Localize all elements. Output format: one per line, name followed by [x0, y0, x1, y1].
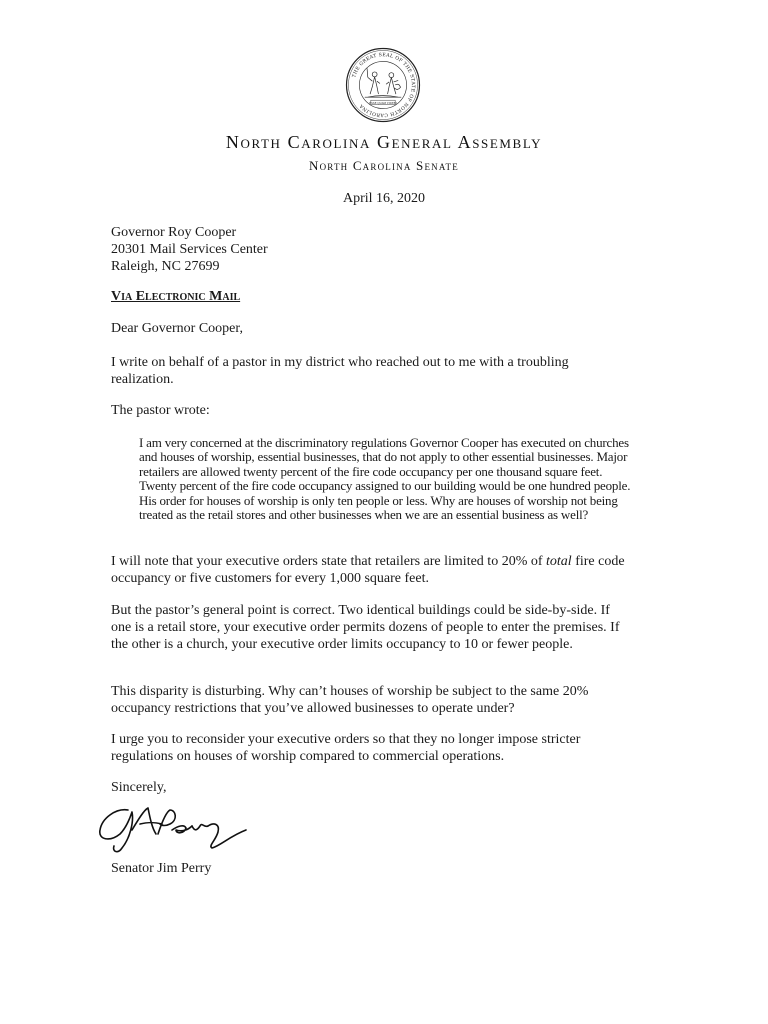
letterhead-subtitle: North Carolina Senate: [309, 158, 459, 173]
paragraph-intro: I write on behalf of a pastor in my district who reached out to me with a troubling realization.: [111, 355, 569, 387]
handwritten-signature-icon: [96, 800, 256, 860]
seal-motto: ESSE QUAM VIDERI: [369, 101, 397, 105]
svg-text:THE GREAT SEAL OF THE STATE OF: [351, 52, 416, 118]
recipient-address-line1: 20301 Mail Services Center: [111, 242, 268, 257]
closing: Sincerely,: [111, 780, 167, 795]
note-italic: total: [546, 554, 572, 569]
delivery-method: Via Electronic Mail: [111, 289, 241, 304]
seal-ring-text: THE GREAT SEAL OF THE STATE OF NORTH CAROLINA: [352, 53, 415, 117]
paragraph-pastor-wrote: The pastor wrote:: [111, 403, 210, 418]
recipient-name: Governor Roy Cooper: [111, 225, 237, 240]
block-quote: I am very concerned at the discriminatory regulations Governor Cooper has executed on churches and houses of worship, essential businesses, that do not apply to other essential businesses. Major retailers are allowed twenty percent of the fire code occupancy per one thousand square feet. Twenty percent of the fire code occupancy assigned to our building would be one hundred people. His order for houses of worship is only ten people or less. Why are houses of worship not being treated as the retail stores and other businesses when we are an essential business as well?: [139, 435, 631, 523]
paragraph-disparity: This disparity is disturbing. Why can’t houses of worship be subject to the same 20% occupancy restrictions that you’ve allowed businesses to operate under?: [111, 684, 589, 716]
state-seal-icon: [345, 47, 421, 123]
salutation: Dear Governor Cooper,: [111, 321, 244, 336]
paragraph-point: But the pastor’s general point is correct. Two identical buildings could be side-by-side. If one is a retail store, your executive order permits dozens of people to enter the premises. If the other is a church, your executive order limits occupancy to 10 or fewer people.: [111, 603, 620, 652]
paragraph-note: [111, 553, 631, 587]
note-text-after: fire code occupancy or five customers for every 1,000 square feet.: [111, 554, 625, 586]
recipient-address-line2: Raleigh, NC 27699: [111, 259, 220, 274]
letter-date: April 16, 2020: [342, 191, 426, 206]
signer-name: Senator Jim Perry: [111, 861, 212, 876]
paragraph-urge: I urge you to reconsider your executive orders so that they no longer impose stricter regulations on houses of worship compared to commercial operations.: [111, 732, 581, 764]
recipient-address: [111, 224, 656, 275]
note-text-before: I will note that your executive orders state that retailers are limited to 20% of: [111, 554, 547, 569]
letterhead-title: North Carolina General Assembly: [225, 132, 543, 152]
